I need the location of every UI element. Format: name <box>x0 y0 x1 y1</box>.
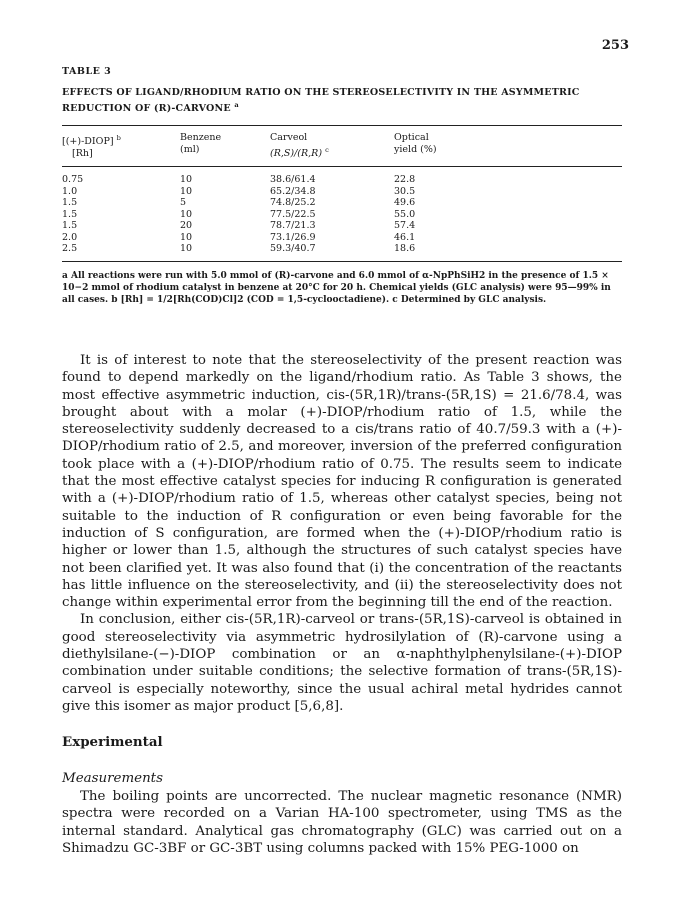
data-table <box>62 126 622 261</box>
cell-benzene: 10 <box>180 185 193 197</box>
table-3 <box>62 66 622 306</box>
subsection-heading-measurements: Measurements <box>62 771 163 786</box>
header-ratio: [(+)-DIOP] $^b$ [Rh] <box>62 134 121 160</box>
table-footnotes: a All reactions were run with 5.0 mmol of (R)-carvone and 6.0 mmol of α-NpPhSiH2 in the presence of 1.5 × 10−2 mmol of rhodium catalyst in benzene at 20°C for 20 h. Chemical yields (GLC analysis) were 95—99% in all cases. b [Rh] = 1/2[Rh(COD)Cl]2 (COD = 1,5-cyclooctadiene). c Determined by GLC analysis. <box>62 270 611 305</box>
table-header-row <box>62 126 622 167</box>
cell-benzene: 10 <box>180 243 193 255</box>
table-title-text: EFFECTS OF LIGAND/RHODIUM RATIO ON THE STEREOSELECTIVITY IN THE ASYMMETRIC REDUCTION OF (R)-CARVONE <box>62 87 580 115</box>
table-title-note: a <box>234 101 239 109</box>
cell-carveol: 73.1/26.9 <box>270 231 316 243</box>
cell-yield: 18.6 <box>394 243 416 255</box>
paragraph-measurements: The boiling points are uncorrected. The nuclear magnetic resonance (NMR) spectra were recorded on a Varian HA-100 spectrometer, using TMS as the internal standard. Analytical gas chromatography (GLC) was carried out on a Shimadzu GC-3BF or GC-3BT using columns packed with 15% PEG-1000 on <box>62 789 622 856</box>
cell-carveol: 77.5/22.5 <box>270 208 316 220</box>
cell-yield: 30.5 <box>394 185 416 197</box>
cell-carveol: 74.8/25.2 <box>270 197 316 209</box>
cell-ratio: 1.5 <box>62 220 78 232</box>
cell-carveol: 59.3/40.7 <box>270 243 316 255</box>
cell-carveol: 78.7/21.3 <box>270 220 316 232</box>
cell-ratio: 2.5 <box>62 243 78 255</box>
header-carveol: Carveol (R,S)/(R,R) $^c$ <box>270 132 329 160</box>
cell-yield: 57.4 <box>394 220 416 232</box>
cell-yield: 49.6 <box>394 197 416 209</box>
table-row <box>62 209 622 221</box>
header-optical-yield: Optical yield (%) <box>394 132 437 156</box>
table-title <box>62 87 622 115</box>
table-row <box>62 220 622 232</box>
table-row <box>62 232 622 244</box>
table-row <box>62 167 622 186</box>
cell-benzene: 5 <box>180 197 187 209</box>
cell-benzene: 20 <box>180 220 193 232</box>
cell-carveol: 65.2/34.8 <box>270 185 316 197</box>
paragraph-conclusion: In conclusion, either cis-(5R,1R)-carveol or trans-(5R,1S)-carveol is obtained in good stereoselectivity via asymmetric hydrosilylation of (R)-carvone using a diethylsilane-(−)-DIOP combination or an α-naphthylphenylsilane-(+)-DIOP combination under suitable conditions; the selective formation of trans-(5R,1S)-carveol is especially noteworthy, since the usual achiral metal hydrides cannot give this isomer as major product [5,6,8]. <box>62 612 622 714</box>
table-bottom-rule <box>62 261 622 262</box>
table-row <box>62 186 622 198</box>
cell-ratio: 1.0 <box>62 185 78 197</box>
cell-ratio: 1.5 <box>62 197 78 209</box>
cell-yield: 55.0 <box>394 208 416 220</box>
table-row <box>62 197 622 209</box>
table-label: TABLE 3 <box>62 66 112 77</box>
cell-benzene: 10 <box>180 208 193 220</box>
cell-ratio: 1.5 <box>62 208 78 220</box>
cell-yield: 46.1 <box>394 231 416 243</box>
cell-ratio: 0.75 <box>62 174 84 186</box>
main-text <box>62 352 622 715</box>
section-heading-experimental: Experimental <box>62 734 163 750</box>
page-number: 253 <box>601 38 629 53</box>
header-benzene: Benzene (ml) <box>180 132 222 156</box>
cell-benzene: 10 <box>180 231 193 243</box>
table-row <box>62 243 622 261</box>
experimental-text <box>62 788 622 857</box>
cell-ratio: 2.0 <box>62 231 78 243</box>
cell-benzene: 10 <box>180 174 193 186</box>
cell-yield: 22.8 <box>394 174 416 186</box>
cell-carveol: 38.6/61.4 <box>270 174 316 186</box>
paragraph-ligand-ratio: It is of interest to note that the stereoselectivity of the present reaction was found to depend markedly on the ligand/rhodium ratio. As Table 3 shows, the most effective asymmetric induction, cis-(5R,1R)/trans-(5R,1S) = 21.6/78.4, was brought about with a molar (+)-DIOP/rhodium ratio of 1.5, while the stereoselectivity suddenly decreased to a cis/trans ratio of 40.7/59.3 with a (+)-DIOP/rhodium ratio of 2.5, and moreover, inversion of the preferred configuration took place with a (+)-DIOP/rhodium ratio of 0.75. The results seem to indicate that the most effective catalyst species for inducing R configuration is generated with a (+)-DIOP/rhodium ratio of 1.5, whereas other catalyst species, being not suitable to the induction of R configuration or even being favorable for the induction of S configuration, are formed when the (+)-DIOP/rhodium ratio is higher or lower than 1.5, although the structures of such catalyst species have not been clarified yet. It was also found that (i) the concentration of the reactants has little influence on the stereoselectivity, and (ii) the stereoselectivity does not change within experimental error from the beginning till the end of the reaction. <box>62 353 622 611</box>
